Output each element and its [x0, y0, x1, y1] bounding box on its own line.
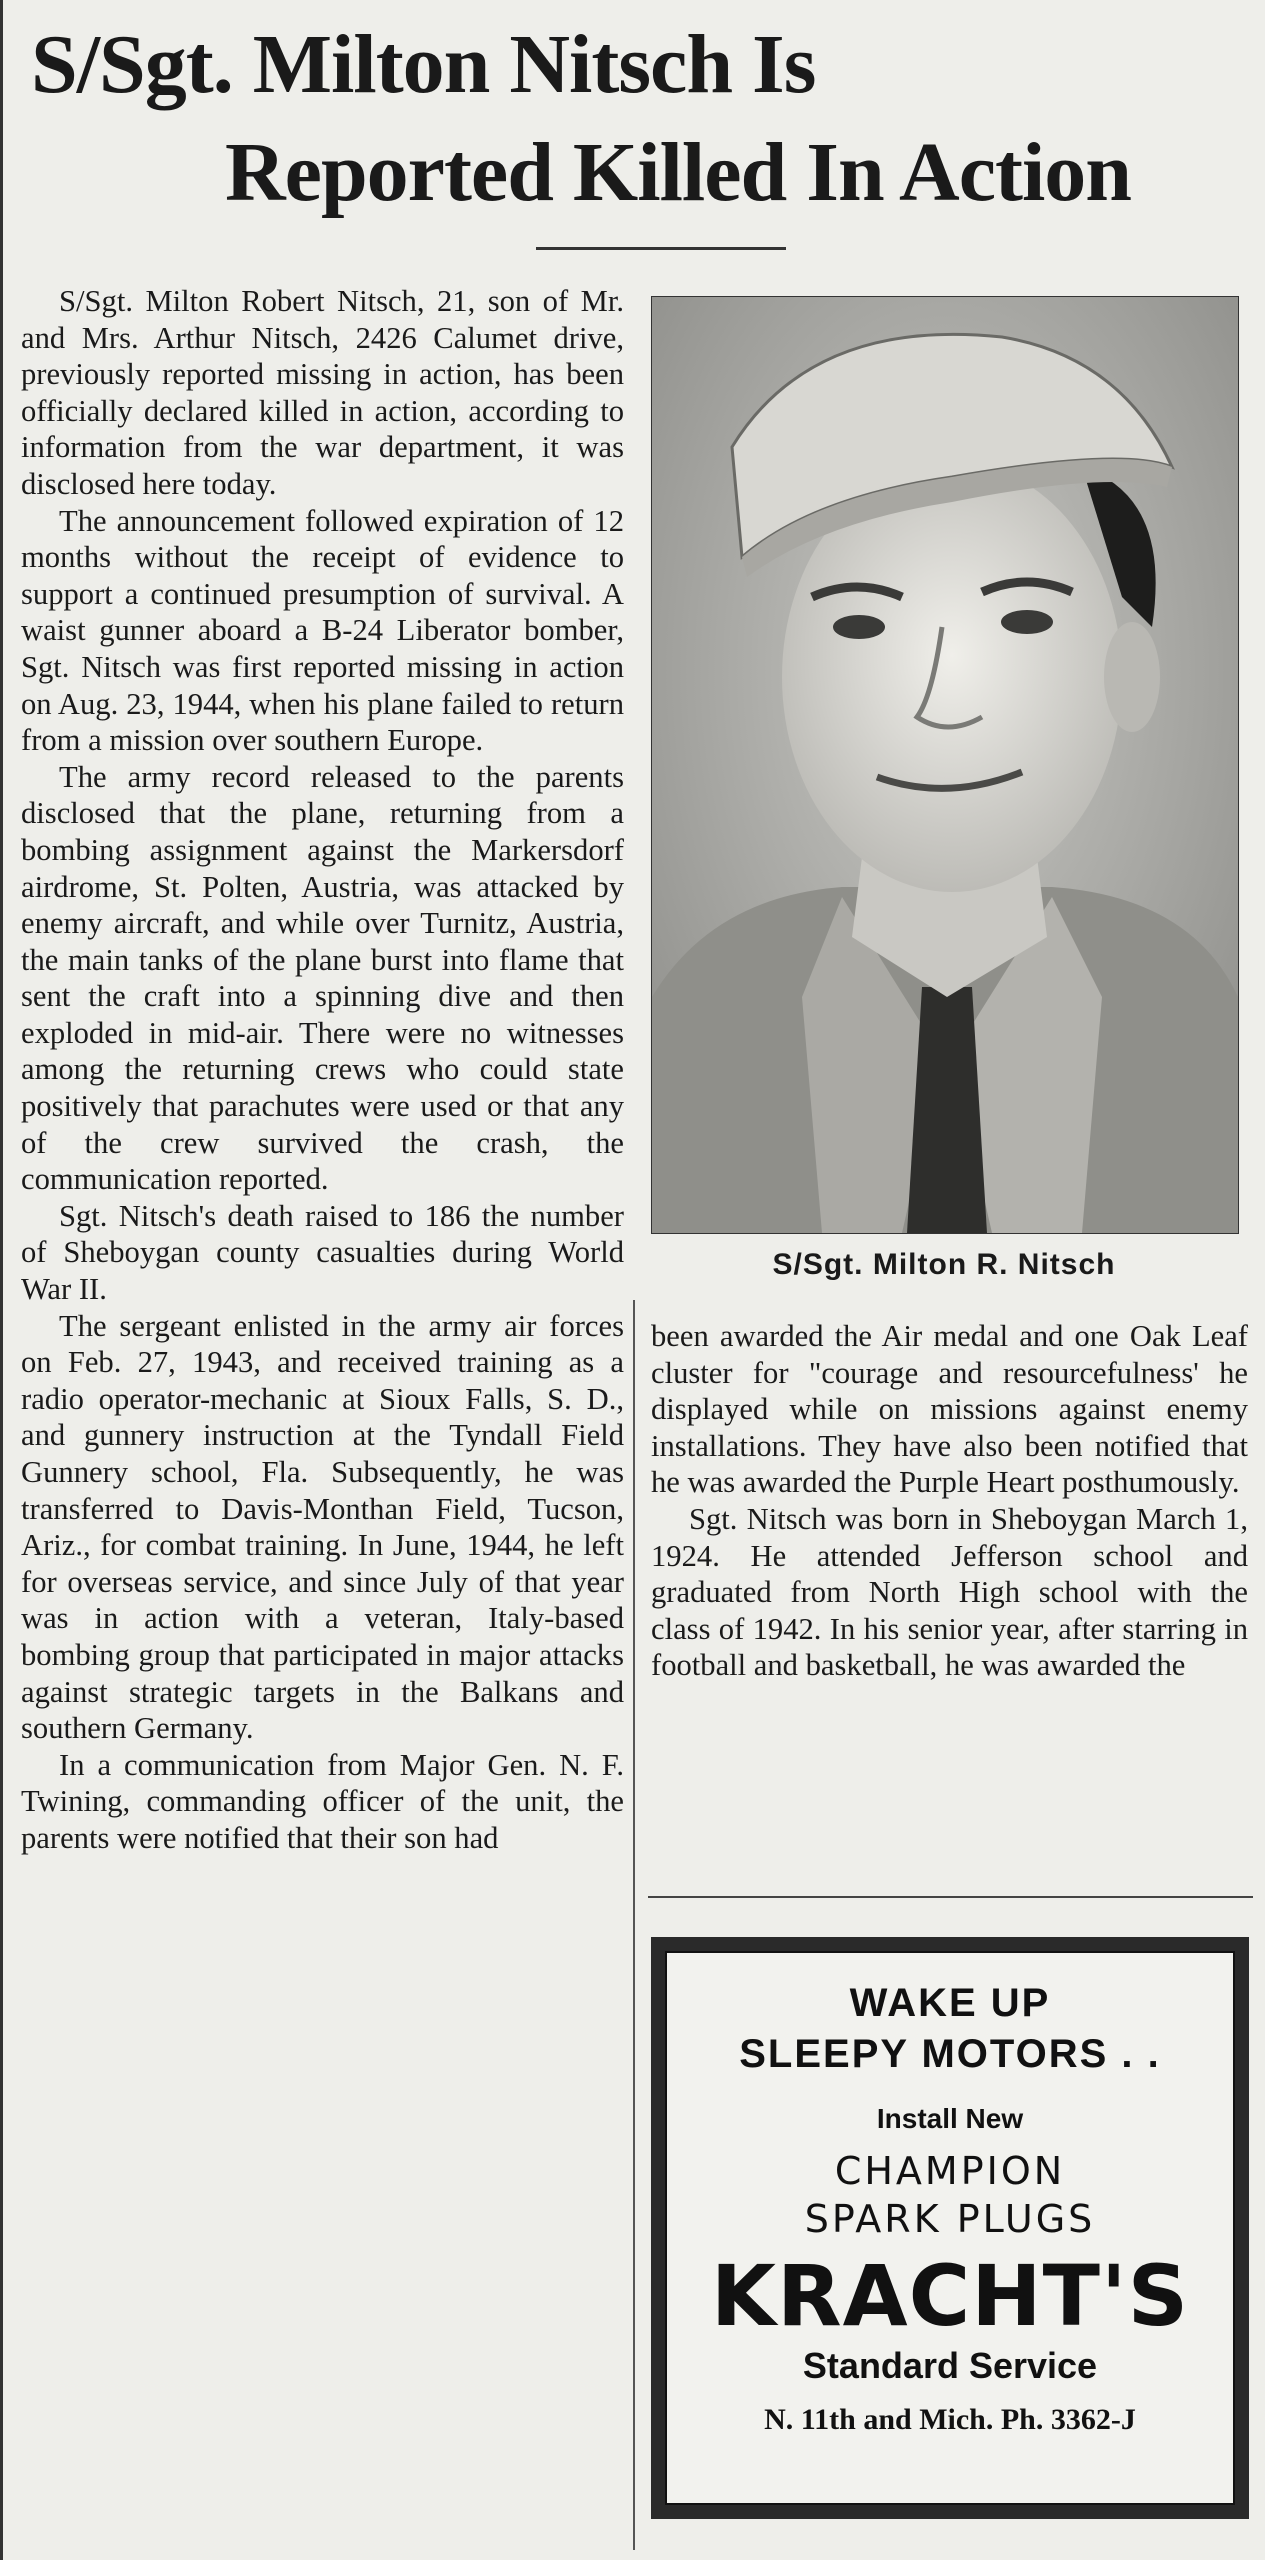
paragraph: The army record released to the parents disclosed that the plane, returning from a bombing assignment against the Markersdorf airdrome, St. Polten, Austria, was attacked by enemy aircraft, and while over Turnitz, Austria, the main tanks of the plane burst into flame that sent the craft into a spinning dive and then exploded in mid-air. There were no witnesses among the returning crews who could state positively that parachutes were used or that any of the crew survived the crash, the communication reported.: [21, 759, 624, 1197]
article-right-column: [651, 1318, 1248, 1684]
soldier-portrait-photo: [651, 296, 1239, 1234]
ad-line-champion: CHAMPION: [834, 2149, 1066, 2193]
paragraph: S/Sgt. Milton Robert Nitsch, 21, son of Mr. and Mrs. Arthur Nitsch, 2426 Calumet drive, previously reported missing in action, has been officially declared killed in action, according to information from the war department, it was disclosed here today.: [21, 284, 624, 501]
ad-line-standard-service: Standard Service: [802, 2345, 1098, 2386]
ad-line-spark-plugs: SPARK PLUGS: [804, 2197, 1096, 2241]
portrait-illustration: [652, 297, 1238, 1233]
column-divider: [633, 1300, 635, 2550]
paragraph: been awarded the Air medal and one Oak Leaf cluster for "courage and resourcefulness' he displayed while on missions against enemy installations. They have also been notified that he was awarded the Purple Heart posthumously.: [651, 1319, 1248, 1500]
headline-line-1: S/Sgt. Milton Nitsch Is: [31, 18, 816, 111]
ad-line-wake-up: WAKE UP: [849, 1981, 1051, 2025]
headline-line-2: Reported Killed In Action: [225, 126, 1132, 219]
paragraph: The sergeant enlisted in the army air forces on Feb. 27, 1943, and received training as a radio operator-mechanic at Sioux Falls, S. D., and gunnery instruction at the Tyndall Field Gunnery school, Fla. Subsequently, he was transferred to Davis-Monthan Field, Tucson, Ariz., for combat training. In June, 1944, he left for overseas service, and since July of that year was in action with a veteran, Italy-based bombing group that participated in major attacks against strategic targets in the Balkans and southern Germany.: [21, 1308, 624, 1746]
headline-divider: [536, 247, 786, 250]
ad-line-sleepy-motors: SLEEPY MOTORS . .: [739, 2032, 1161, 2076]
ad-line-install-new: Install New: [876, 2103, 1024, 2134]
ad-line-krachts: KRACHT'S: [710, 2247, 1190, 2345]
ad-line-address-phone: N. 11th and Mich. Ph. 3362-J: [764, 2403, 1136, 2436]
paragraph: The announcement followed expiration of 12 months without the receipt of evidence to support a continued presumption of survival. A waist gunner aboard a B-24 Liberator bomber, Sgt. Nitsch was first reported missing in action on Aug. 23, 1944, when his plane failed to return from a mission over southern Europe.: [21, 503, 624, 758]
advertisement-panel: [665, 1951, 1235, 2505]
section-divider: [648, 1896, 1253, 1898]
article-left-column: [21, 283, 624, 1857]
photo-caption: S/Sgt. Milton R. Nitsch: [772, 1248, 1116, 1281]
kracht-advertisement: [651, 1937, 1249, 2519]
paragraph: Sgt. Nitsch's death raised to 186 the number of Sheboygan county casualties during World War II.: [21, 1198, 624, 1307]
paragraph: Sgt. Nitsch was born in Sheboygan March 1, 1924. He attended Jefferson school and graduated from North High school with the class of 1942. In his senior year, after starring in football and basketball, he was awarded the: [651, 1501, 1248, 1683]
paragraph: In a communication from Major Gen. N. F. Twining, commanding officer of the unit, the parents were notified that their son had: [21, 1747, 624, 1855]
